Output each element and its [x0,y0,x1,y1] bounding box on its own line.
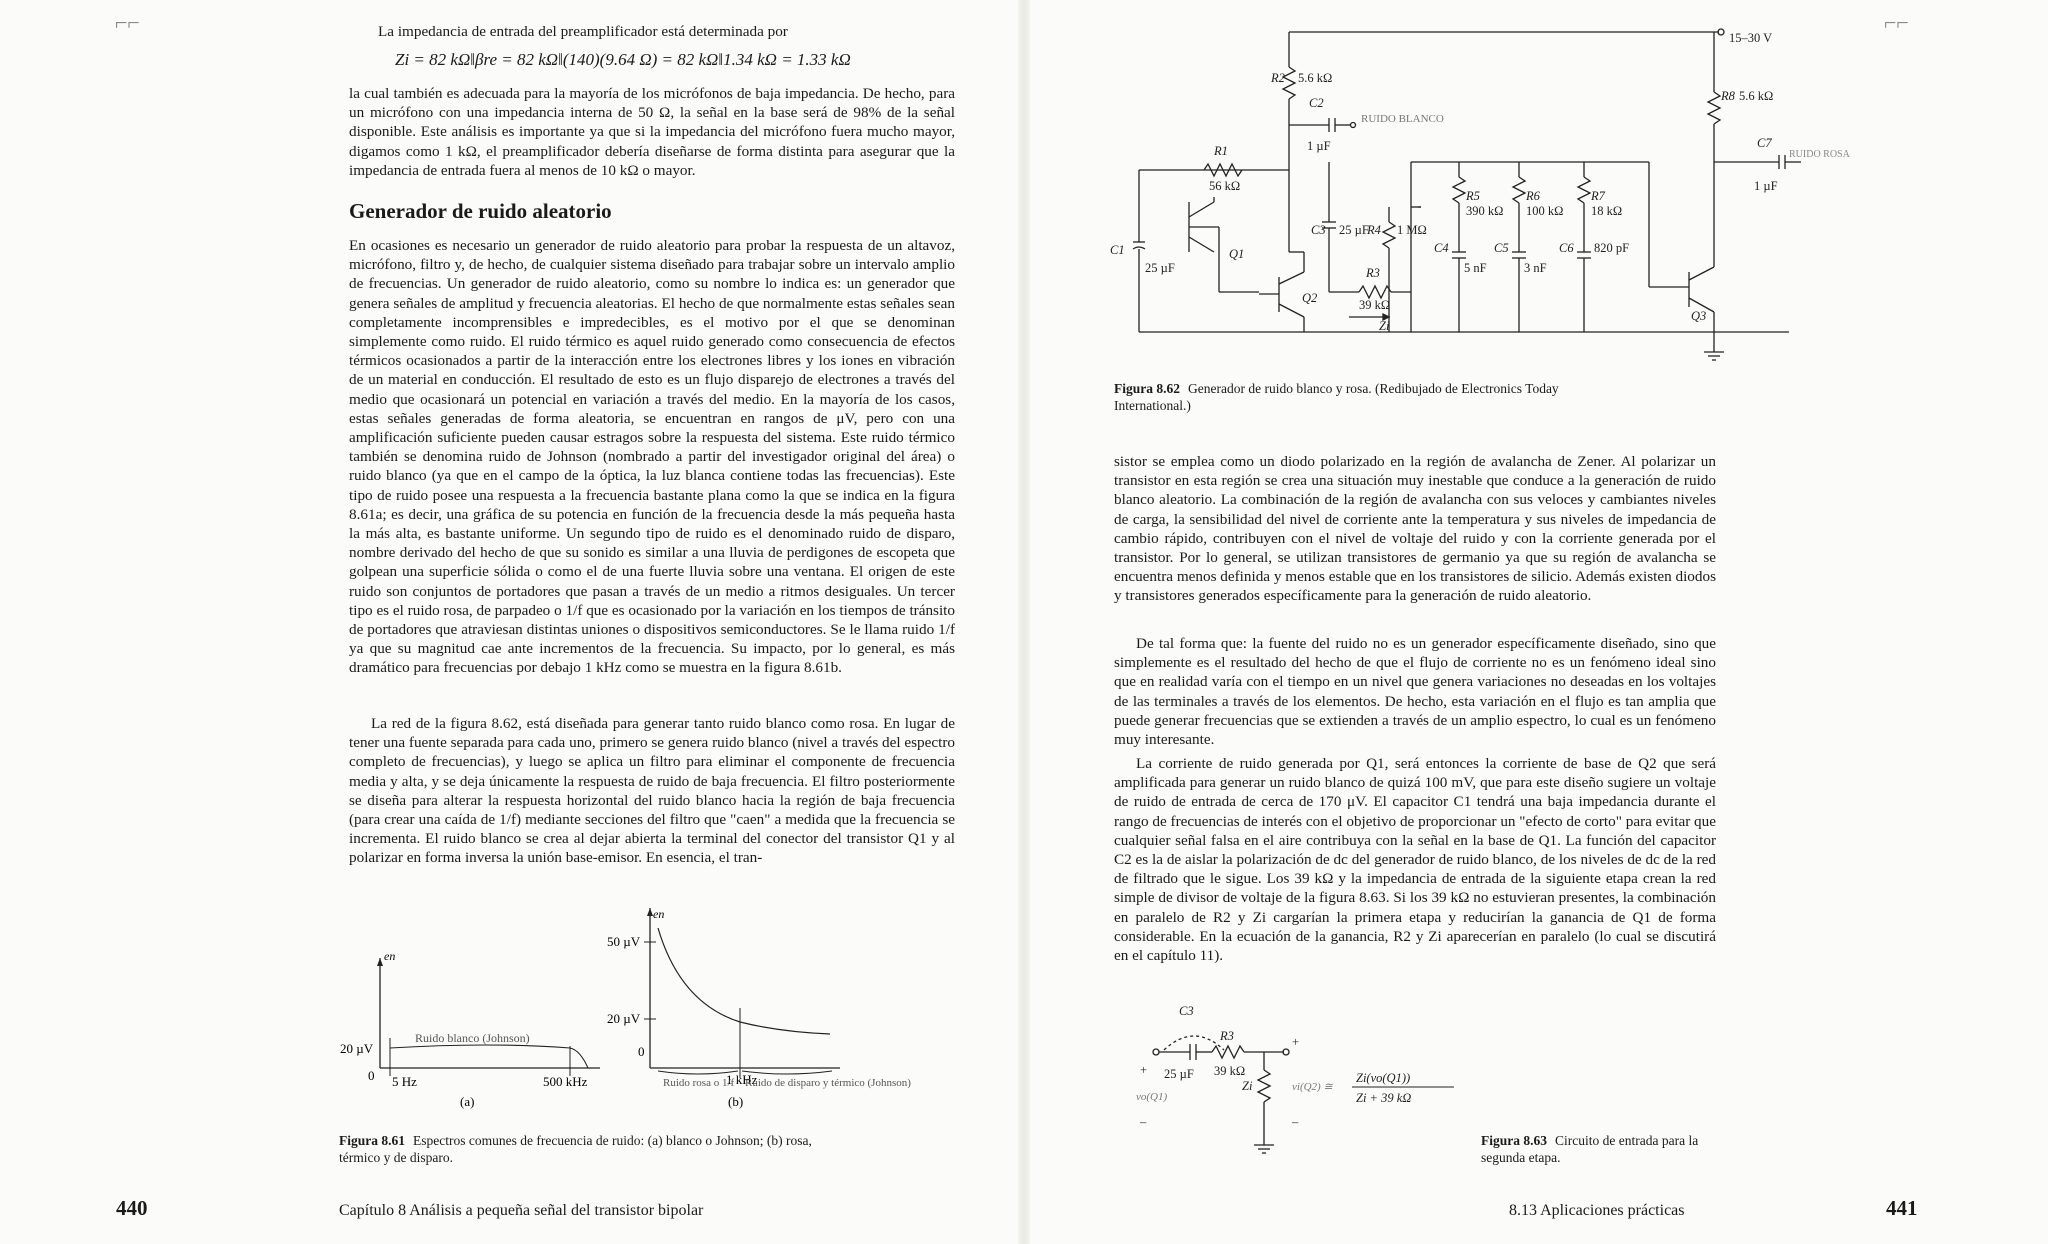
svg-text:C5: C5 [1494,241,1509,255]
body-paragraph-2: La red de la figura 8.62, está diseñada para generar tanto ruido blanco como rosa. En lugar de tener una fuente separada para cada uno, primero se genera ruido blanco (nivel a través del espectro completo de frecuencias), y luego se aplica un filtro para eliminar el componente de frecuencia media y alta, y se deja únicamente la respuesta de ruido de baja frecuencia. El filtro posteriormente se diseña para alterar la respuesta horizontal del ruido blanco hacia la región de baja frecuencia (para crear una caída de 1/f) mediante secciones del filtro que "caen" a medida que la frecuencia se incrementa. El ruido blanco se crea al dejar abierta la terminal del conector del transistor Q1 y al polarizar en forma inversa la unión base-emisor. En esencia, el tran- [349,715,955,867]
svg-text:18 kΩ: 18 kΩ [1591,204,1623,218]
b-xmid: 1 kHz [726,1072,758,1087]
svg-text:25 µF: 25 µF [1145,261,1175,275]
right-page [1024,0,2048,1244]
svg-text:vo(Q1): vo(Q1) [1136,1091,1168,1103]
a-x1: 5 Hz [392,1074,417,1089]
figure-8-61 [340,907,911,1109]
spectrum-b [607,907,911,1109]
a-ylabel: en [384,949,396,963]
svg-text:R3: R3 [1366,266,1380,280]
svg-text:Zi: Zi [1242,1079,1253,1093]
pink-noise-label: RUIDO ROSA [1789,149,1850,160]
svg-text:C3: C3 [1311,223,1326,237]
svg-text:C3: C3 [1179,1004,1194,1018]
footer-right: 8.13 Aplicaciones prácticas [1509,1202,1685,1219]
svg-text:R7: R7 [1591,189,1605,203]
svg-text:39 kΩ: 39 kΩ [1359,298,1391,312]
figure-8-63-circuit [1124,1000,1484,1170]
b-x0: 0 [638,1044,645,1059]
svg-text:56 kΩ: 56 kΩ [1209,179,1241,193]
svg-text:vi(Q2) ≅: vi(Q2) ≅ [1292,1081,1333,1093]
svg-text:C4: C4 [1434,241,1449,255]
svg-text:Zi(vo(Q1)): Zi(vo(Q1)) [1356,1071,1411,1085]
b-region-right: Ruido de disparo y térmico (Johnson) [745,1077,911,1089]
right-body-paragraph-2: De tal forma que: la fuente del ruido no es un generador específicamente diseñado, sino que simplemente es el resultado del hecho de que el flujo de corriente no es un fenómeno ideal sino que en realidad varía con el tiempo en un nivel que genera variaciones no deseadas en los voltajes de las terminales a través de los elementos. De hecho, esta variación en el flujo es tan amplia que puede generar frecuencias que se extienden a través de un amplio espectro, lo cual es un fenómeno muy interesante. [1114,635,1716,749]
right-body-paragraph-1: sistor se emplea como un diodo polarizado en la región de avalancha de Zener. Al polarizar un transistor en esta región se crea una situación muy inestable que conduce a la generación de ruido blanco aleatorio. La combinación de la región de avalancha con sus veloces y cambiantes niveles de carga, la sensibilidad del nivel de corriente ante la temperatura y sus niveles de impedancia de cambio rápido, contribuyen con el nivel de voltaje del ruido y con la corriente generada por el transistor. Por lo general, se utilizan transistores de germanio ya que su región de avalancha se encuentra menos definida y menos estable que en los transistores de silicio. Además existen diodos y transistores generados específicamente para la generación de ruido aleatorio. [1114,453,1716,605]
white-noise-label: RUIDO BLANCO [1361,113,1444,125]
page-number-left: 440 [116,1196,148,1220]
figure-8-62-circuit [1089,22,1850,362]
body-paragraph-1: En ocasiones es necesario un generador de ruido aleatorio para probar la respuesta de un altavoz, micrófono, filtro y, de hecho, de cualquier sistema diseñado para trabajar sobre un intervalo amplio de frecuencias. Un generador de ruido aleatorio, como su nombre lo indica es: un generador que genera señales de amplitud y frecuencia aleatorias. El hecho de que normalmente estas señales sean completamente incomprensibles e impredecibles, es el motivo por el que se denominan simplemente como ruido. El ruido térmico es aquel ruido generado como consecuencia de efectos térmicos ocasionados a partir de la interacción entre los electrones libres y los iones en vibración de un material en conducción. El resultado de esto es un flujo disparejo de electrones a través del medio que ocasionará un potencial en variación a través del medio. En la mayoría de los casos, estas señales generadas de forma aleatoria, se encuentran en rangos de μV, pero con una amplificación suficiente pueden causar estragos sobre la respuesta del sistema. Este ruido térmico también se denomina ruido de Johnson (nombrado a partir del investigador original del área) o ruido blanco (ya que en el campo de la óptica, la luz blanca contiene todas las frecuencias). Este tipo de ruido posee una respuesta a la frecuencia bastante plana como la que se indica en la figura 8.61a; es decir, una gráfica de su potencia en función de la frecuencia desde la más pequeña hasta la más alta, es bastante uniforme. Un segundo tipo de ruido es el denominado ruido de disparo, nombre derivado del hecho de que su sonido es similar a una lluvia de perdigones de escopeta que golpean una superficie sólida o como el de una fuerte lluvia sobre una ventana. El origen de este ruido son conjuntos de portadores que pasan a través de un medio a ritmos desiguales. Un tercer tipo es el ruido rosa, de parpadeo o 1/f que es ocasionado por la variación en los tiempos de tránsito de portadores que atraviesan distintas uniones o dispositivos semiconductores. Se le llama ruido 1/f ya que su magnitud cae ante incrementos de la frecuencia. Su impacto, por lo general, es más dramático para frecuencias por debajo 1 kHz como se muestra en la figura 8.61b. [349,237,955,677]
intro-line: La impedancia de entrada del preamplificador está determinada por [378,23,788,40]
svg-text:R6: R6 [1526,189,1540,203]
svg-text:1 µF: 1 µF [1307,139,1331,153]
svg-text:R2: R2 [1271,71,1285,85]
supply-label: 15–30 V [1729,31,1773,45]
a-curve-label: Ruido blanco (Johnson) [415,1031,530,1045]
figure-8-63-caption: Figura 8.63 Circuito de entrada para la segunda etapa. [1481,1133,1699,1165]
section-heading: Generador de ruido aleatorio [349,199,612,223]
svg-text:25 µF: 25 µF [1339,223,1369,237]
a-x2: 500 kHz [543,1074,588,1089]
spectrum-a [340,949,600,1109]
svg-text:390 kΩ: 390 kΩ [1466,204,1504,218]
svg-text:3 nF: 3 nF [1524,261,1547,275]
svg-text:Zi: Zi [1379,319,1390,333]
b-sub: (b) [728,1094,744,1109]
svg-text:1 µF: 1 µF [1754,179,1778,193]
svg-text:820 pF: 820 pF [1594,241,1630,255]
svg-text:100 kΩ: 100 kΩ [1526,204,1564,218]
scan-mark-right: ⌐⌐ [1884,10,1909,35]
svg-text:Q1: Q1 [1229,247,1245,261]
svg-text:5.6 kΩ: 5.6 kΩ [1298,71,1333,85]
svg-text:R5: R5 [1466,189,1480,203]
svg-text:C6: C6 [1559,241,1574,255]
svg-text:C7: C7 [1757,136,1772,150]
scan-mark: ⌐⌐ [115,10,140,35]
footer-left: Capítulo 8 Análisis a pequeña señal del transistor bipolar [339,1202,704,1219]
b-region-left: Ruido rosa o 1/f [663,1077,735,1089]
b-ylabel: en [653,907,665,921]
svg-text:R3: R3 [1220,1029,1234,1043]
svg-text:R4: R4 [1367,223,1381,237]
svg-text:R8: R8 [1721,89,1735,103]
figure-8-61-caption: Figura 8.61 Espectros comunes de frecuencia de ruido: (a) blanco o Johnson; (b) rosa, térmico y de disparo. [339,1133,812,1165]
svg-text:R1: R1 [1214,144,1228,158]
svg-text:5.6 kΩ: 5.6 kΩ [1739,89,1774,103]
svg-text:C1: C1 [1110,243,1125,257]
svg-text:1 MΩ: 1 MΩ [1397,223,1427,237]
right-body-paragraph-3: La corriente de ruido generada por Q1, será entonces la corriente de base de Q2 que será amplificada para generar un ruido blanco de quizá 100 mV, que para este diseño sugiere un voltaje de ruido de entrada de cerca de 170 μV. El capacitor C1 tendrá una baja impedancia durante el rango de frecuencias de interés con el objetivo de proporcionar un "efecto de corto" para evitar que cualquier señal falsa en el aire contribuya con la señal en la base de Q1. La función del capacitor C2 es la de aislar la polarización de dc del generador de ruido blanco, de los niveles de dc de la red de filtrado que le sigue. Los 39 kΩ y la impedancia de entrada de la siguiente etapa crean la red simple de divisor de voltaje de la figura 8.63. Si los 39 kΩ no estuvieran presentes, la combinación en paralelo de R2 y Zi cargarían la primera etapa y reducirían la ganancia de Q1 de forma considerable. En la ecuación de la ganancia, R2 y Zi aparecerían en paralelo (lo cual se discutirá en el capítulo 11). [1114,755,1716,965]
a-ytick: 20 µV [340,1041,374,1056]
a-sub: (a) [460,1094,475,1109]
svg-text:–: – [1292,1115,1299,1129]
intro-paragraph: la cual también es adecuada para la mayoría de los micrófonos de baja impedancia. De hecho, para un micrófono con una impedancia interna de 50 Ω, la señal en la base será de 98% de la señal disponible. Este análisis es importante ya que si la impedancia del micrófono fuera mucho mayor, digamos como 1 kΩ, el preamplificador debería diseñarse de forma distinta para asegurar que la impedancia de entrada fuera al menos de 10 kΩ o mayor. [349,85,955,179]
input-impedance-equation: Zi = 82 kΩ‖βre = 82 kΩ‖(140)(9.64 Ω) = 82 kΩ‖1.34 kΩ = 1.33 kΩ [395,50,851,69]
svg-text:5 nF: 5 nF [1464,261,1487,275]
svg-text:39 kΩ: 39 kΩ [1214,1064,1246,1078]
svg-text:–: – [1140,1115,1147,1129]
svg-text:Q3: Q3 [1691,309,1707,323]
svg-text:25 µF: 25 µF [1164,1067,1194,1081]
b-ytick-hi: 50 µV [607,934,641,949]
svg-text:+: + [1140,1063,1148,1077]
page-number-right: 441 [1886,1196,1918,1220]
figure-8-62-caption: Figura 8.62 Generador de ruido blanco y rosa. (Redibujado de Electronics Today International.) [1114,381,1559,413]
a-x0: 0 [368,1068,375,1083]
svg-text:Q2: Q2 [1302,291,1318,305]
svg-text:+: + [1292,1035,1300,1049]
svg-text:Zi + 39 kΩ: Zi + 39 kΩ [1356,1091,1412,1105]
svg-text:C2: C2 [1309,96,1324,110]
b-ytick-lo: 20 µV [607,1011,641,1026]
